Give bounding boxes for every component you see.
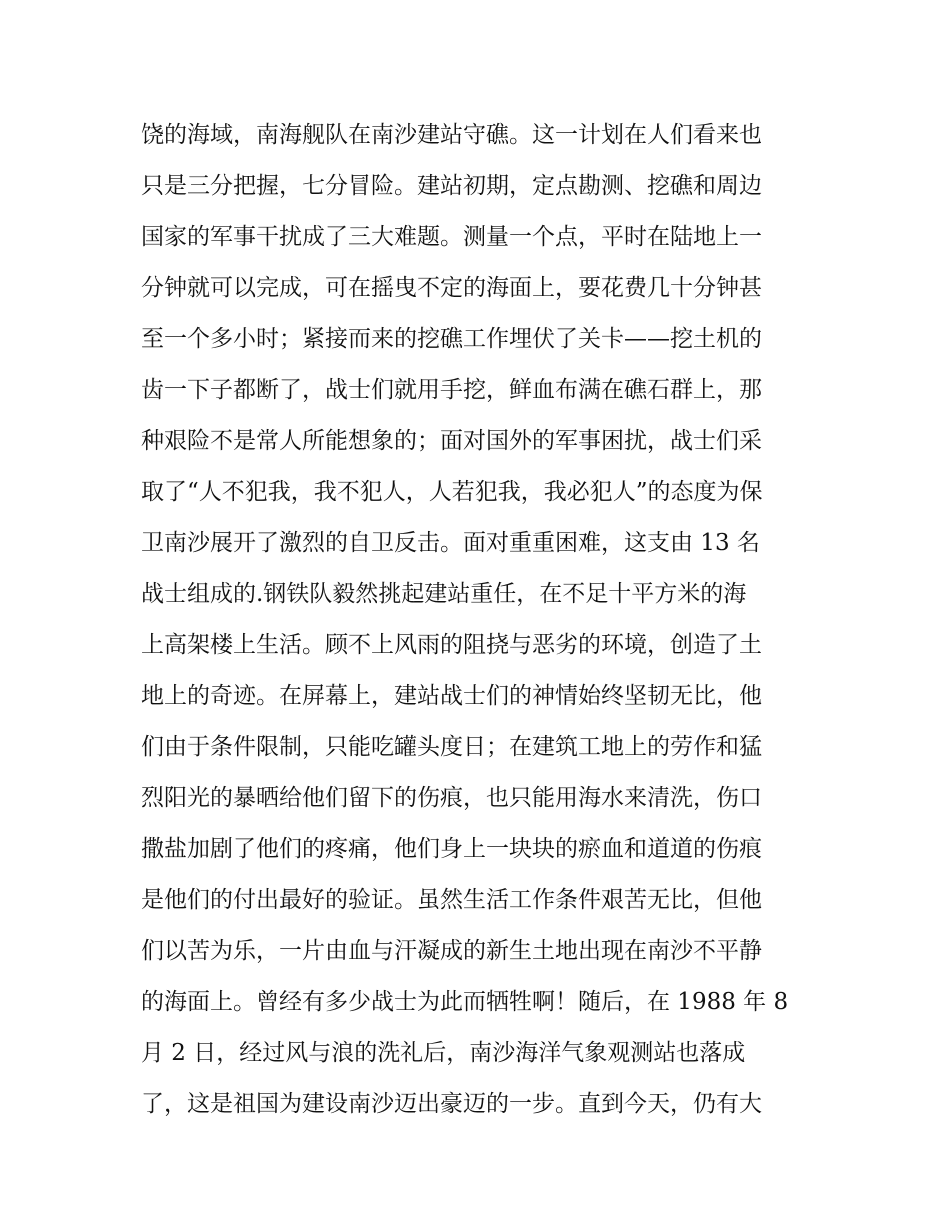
text-line: 烈阳光的暴晒给他们留下的伤痕，也只能用海水来清洗，伤口 [141, 785, 762, 811]
text-line: 撒盐加剧了他们的疼痛，他们身上一块块的瘀血和道道的伤痕 [141, 836, 762, 862]
text-line: 取了“人不犯我，我不犯人，人若犯我，我必犯人”的态度为保 [141, 479, 763, 505]
text-line: 饶的海域，南海舰队在南沙建站守礁。这一计划在人们看来也 [141, 122, 762, 148]
text-line: 地上的奇迹。在屏幕上，建站战士们的神情始终坚韧无比，他 [141, 683, 762, 709]
text-line: 种艰险不是常人所能想象的；面对国外的军事困扰，战士们采 [141, 428, 762, 454]
text-line: 是他们的付出最好的验证。虽然生活工作条件艰苦无比，但他 [141, 887, 762, 913]
text-line: 上高架楼上生活。顾不上风雨的阻挠与恶劣的环境，创造了土 [141, 632, 762, 658]
text-line: 齿一下子都断了，战士们就用手挖，鲜血布满在礁石群上，那 [141, 377, 762, 403]
text-line: 月 2 日，经过风与浪的洗礼后，南沙海洋气象观测站也落成 [141, 1040, 746, 1066]
text-line: 战士组成的.钢铁队毅然挑起建站重任，在不足十平方米的海 [141, 581, 747, 607]
text-line: 的海面上。曾经有多少战士为此而牺牲啊！随后，在 1988 年 8 [141, 989, 789, 1015]
text-line: 了，这是祖国为建设南沙迈出豪迈的一步。直到今天，仍有大 [141, 1091, 762, 1117]
text-line: 们由于条件限制，只能吃罐头度日；在建筑工地上的劳作和猛 [141, 734, 762, 760]
body-text [141, 110, 821, 1130]
text-line: 卫南沙展开了激烈的自卫反击。面对重重困难，这支由 13 名 [141, 530, 760, 556]
text-line: 分钟就可以完成，可在摇曳不定的海面上，要花费几十分钟甚 [141, 275, 762, 301]
text-line: 至一个多小时；紧接而来的挖礁工作埋伏了关卡——挖土机的 [141, 326, 762, 352]
text-line: 国家的军事干扰成了三大难题。测量一个点，平时在陆地上一 [141, 224, 762, 250]
text-line: 只是三分把握，七分冒险。建站初期，定点勘测、挖礁和周边 [141, 173, 762, 199]
text-line: 们以苦为乐，一片由血与汗凝成的新生土地出现在南沙不平静 [141, 938, 762, 964]
